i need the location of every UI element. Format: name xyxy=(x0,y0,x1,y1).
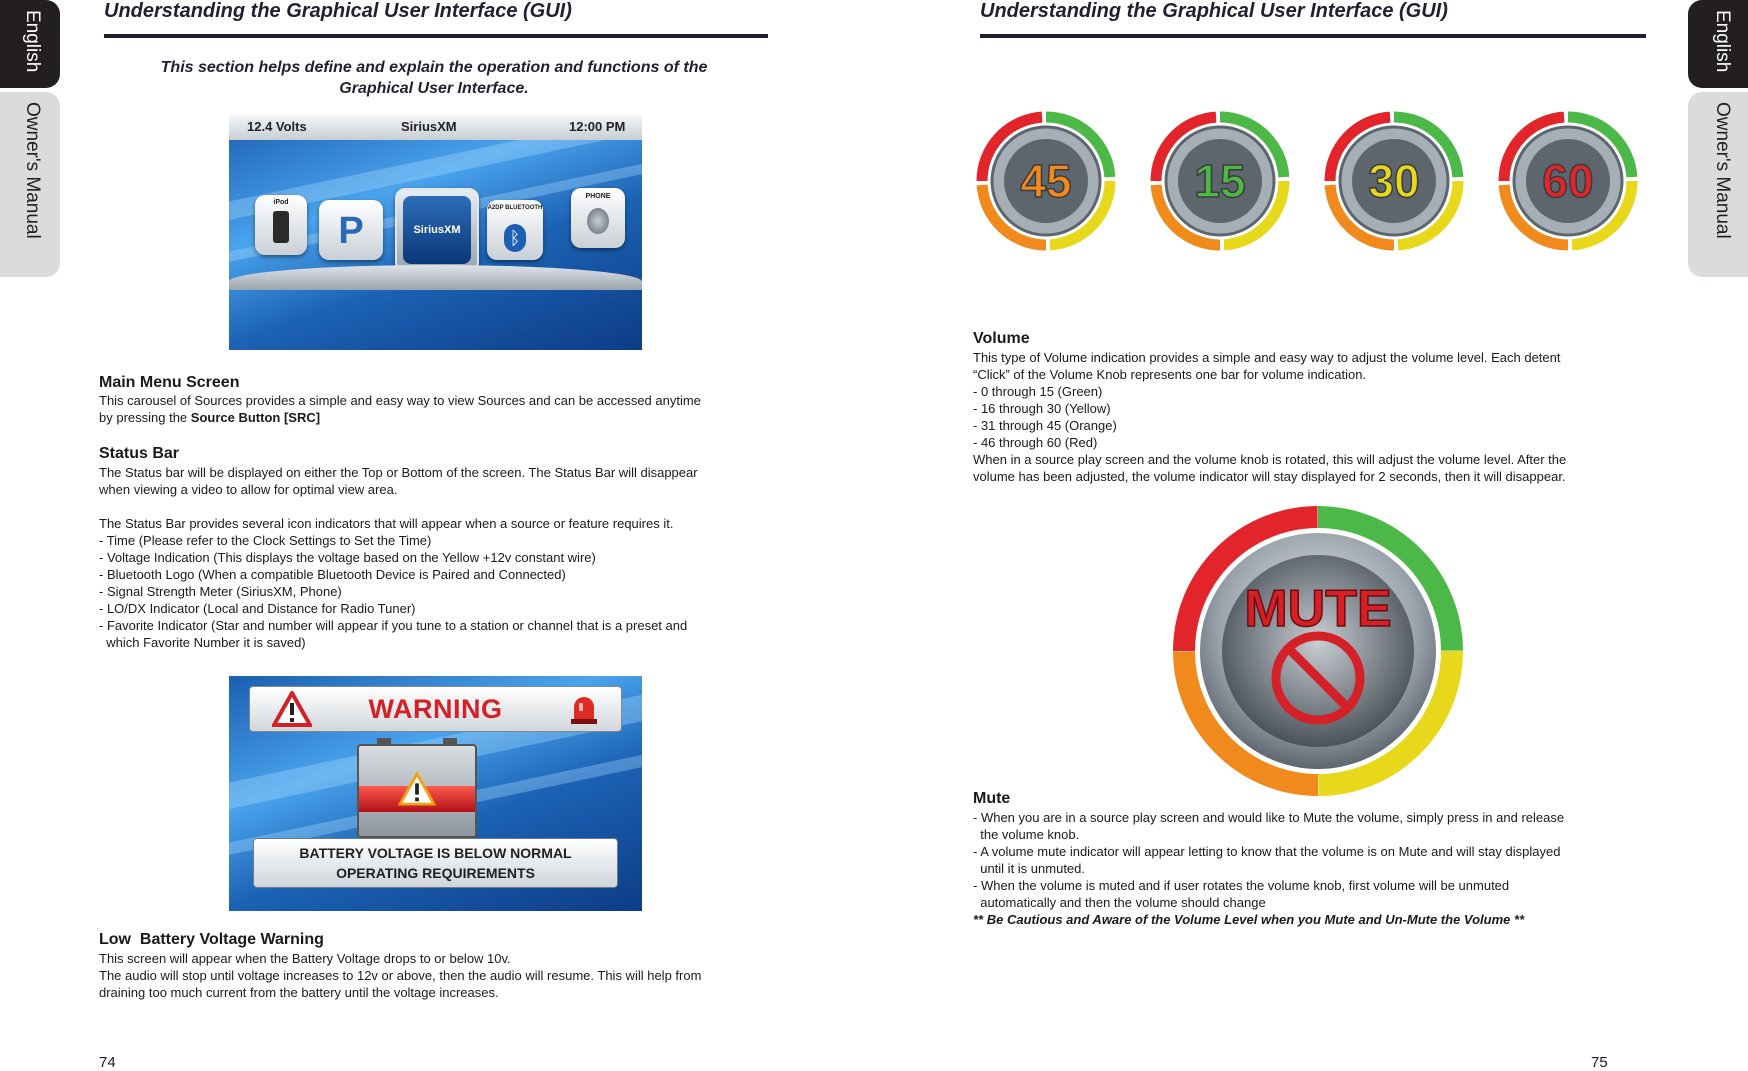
main-menu-screenshot xyxy=(229,115,642,350)
intro-line-2: Graphical User Interface. xyxy=(339,80,529,97)
status-bar-title: Status Bar xyxy=(99,445,180,462)
battery-icon xyxy=(357,744,477,838)
volume-gauges xyxy=(970,95,1660,275)
status-bar xyxy=(229,115,642,140)
low-battery-body: This screen will appear when the Battery Voltage drops to or below 10v. The audio will stop until voltage increases to 12v or above, then the audio will resume. This will help from draining too much current from the battery until the voltage increases. xyxy=(99,951,702,1000)
warning-label: WARNING xyxy=(368,694,503,724)
status-source: SiriusXM xyxy=(401,119,457,134)
status-voltage: 12.4 Volts xyxy=(247,119,307,134)
tab-english-left xyxy=(0,0,60,88)
right-page-heading: Understanding the Graphical User Interface (GUI) xyxy=(980,0,1448,22)
tab-owners-manual-left xyxy=(0,92,60,277)
volume-gauge-value: 45 xyxy=(1020,155,1072,207)
right-heading-rule xyxy=(980,34,1646,38)
mute-body: - When you are in a source play screen and would like to Mute the volume, simply press in and release the volume knob. - A volume mute indicator will appear letting to know that the volume is on Mute and will stay displayed until it is unmuted. - When the volume is muted and if user rotates the volume knob, first volume will be unmuted automatically and then the volume should change ** Be Cautious and Aware of the Volume Level when you Mute and Un-Mute the Volume ** xyxy=(973,810,1565,927)
tab-english-label-right: English xyxy=(1712,10,1733,73)
battery-message: BATTERY VOLTAGE IS BELOW NORMAL OPERATING REQUIREMENTS xyxy=(253,838,618,888)
volume-gauge-30 xyxy=(1330,117,1458,245)
volume-gauge-value: 30 xyxy=(1368,155,1420,207)
tile-bluetooth: A2DP BLUETOOTH ᛒ xyxy=(487,200,543,260)
mute-indicator xyxy=(1168,506,1468,796)
volume-title: Volume xyxy=(973,330,1030,347)
mute-title: Mute xyxy=(973,790,1011,807)
tile-siriusxm: SiriusXM xyxy=(395,188,479,272)
low-battery-title: Low Battery Voltage Warning xyxy=(99,931,324,948)
alarm-light-icon xyxy=(567,691,601,725)
tab-english-right xyxy=(1688,0,1748,88)
mute-label: MUTE xyxy=(1244,580,1392,638)
main-menu-body: This carousel of Sources provides a simple and easy way to view Sources and can be accessed anytime by pressing the Source Button [SRC] xyxy=(99,393,701,425)
tab-owners-manual-right xyxy=(1688,92,1748,277)
left-page-heading: Understanding the Graphical User Interface (GUI) xyxy=(104,0,572,22)
left-heading-rule xyxy=(104,34,768,38)
tab-owners-manual-label: Owner's Manual xyxy=(22,102,43,239)
intro-line-1: This section helps define and explain the operation and functions of the xyxy=(160,59,708,76)
tab-owners-manual-label-right: Owner's Manual xyxy=(1712,102,1733,239)
volume-gauge-45 xyxy=(982,117,1110,245)
left-intro xyxy=(104,57,764,99)
tile-phone: PHONE xyxy=(571,188,625,248)
status-bar-body: The Status bar will be displayed on either the Top or Bottom of the screen. The Status Bar will disappear when viewing a video to allow for optimal view area. The Status Bar provides several icon indicators that will appear when a source or feature requires it. - Time (Please refer to the Clock Settings to Set the Time) - Voltage Indication (This displays the voltage based on the Yellow +12v constant wire) - Bluetooth Logo (When a compatible Bluetooth Device is Paired and Connected) - Signal Strength Meter (SiriusXM, Phone) - LO/DX Indicator (Local and Distance for Radio Tuner) - Favorite Indicator (Star and number will appear if you tune to a station or channel that is a preset and which Favorite Number it is saved) xyxy=(99,465,698,650)
volume-gauge-60 xyxy=(1504,117,1632,245)
volume-gauge-15 xyxy=(1156,117,1284,245)
battery-warning-triangle-icon xyxy=(397,772,437,806)
low-battery-warning-screenshot xyxy=(229,676,642,911)
tab-english-label: English xyxy=(22,10,43,73)
volume-gauge-set xyxy=(970,95,1660,275)
mute-caution: ** Be Cautious and Aware of the Volume Level when you Mute and Un-Mute the Volume ** xyxy=(973,912,1525,927)
volume-gauge-value: 60 xyxy=(1542,155,1594,207)
right-page-number: 75 xyxy=(1591,1054,1608,1071)
left-page-number: 74 xyxy=(99,1054,116,1071)
tile-pandora: P xyxy=(319,200,383,260)
warning-banner xyxy=(249,686,622,732)
volume-gauge-value: 15 xyxy=(1194,155,1246,207)
mute-graphic xyxy=(1168,506,1468,796)
main-menu-title: Main Menu Screen xyxy=(99,374,240,391)
volume-body: This type of Volume indication provides a simple and easy way to adjust the volume level. Each detent “Click” of the Volume Knob represents one bar for volume indication. - 0 through 15 (Green) - 16 through 30 (Yellow) - 31 through 45 (Orange) - 46 through 60 (Red) When in a source play screen and the volume knob is rotated, this will adjust the volume level. After the volume has been adjusted, the volume indicator will stay displayed for 2 seconds, then it will disappear. xyxy=(973,350,1567,484)
status-time: 12:00 PM xyxy=(569,119,626,134)
tile-ipod: iPod xyxy=(255,195,307,255)
